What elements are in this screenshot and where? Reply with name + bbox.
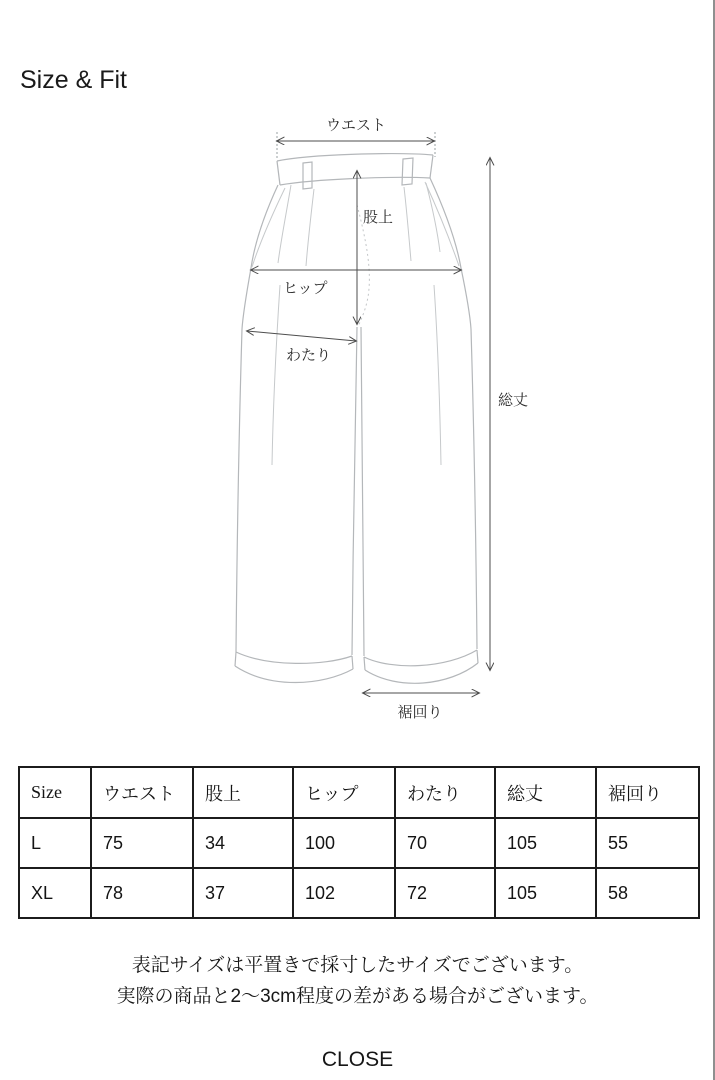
cell-total-length: 105 xyxy=(495,818,596,868)
disclaimer-line-1: 表記サイズは平置きで採寸したサイズでございます。 xyxy=(131,955,584,976)
table-row-size-l xyxy=(19,818,699,868)
cell-rise: 34 xyxy=(193,818,293,868)
hem-width-label: 裾回り xyxy=(397,705,443,721)
thigh-label: わたり xyxy=(286,348,332,364)
size-table-header-row xyxy=(19,767,699,818)
waist-label: ウエスト xyxy=(325,118,387,134)
table-row-size-xl xyxy=(19,868,699,918)
header-cell-hip: ヒップ xyxy=(293,767,395,818)
disclaimer-line-2: 実際の商品と2〜3cm程度の差がある場合がございます。 xyxy=(116,986,599,1007)
size-disclaimer xyxy=(0,950,715,1012)
cell-total-length: 105 xyxy=(495,868,596,918)
total-length-label: 総丈 xyxy=(498,393,529,409)
header-cell-rise: 股上 xyxy=(193,767,293,818)
header-cell-waist: ウエスト xyxy=(91,767,193,818)
cell-size: L xyxy=(19,818,91,868)
header-cell-thigh: わたり xyxy=(395,767,495,818)
cell-waist: 78 xyxy=(91,868,193,918)
rise-label: 股上 xyxy=(363,210,394,226)
size-table xyxy=(18,766,700,919)
close-button[interactable]: CLOSE xyxy=(0,1047,715,1073)
cell-hem-width: 58 xyxy=(596,868,699,918)
cell-hip: 100 xyxy=(293,818,395,868)
page-title: Size & Fit xyxy=(20,66,127,94)
hip-label: ヒップ xyxy=(283,281,328,297)
header-cell-size: Size xyxy=(19,767,91,818)
cell-rise: 37 xyxy=(193,868,293,918)
cell-waist: 75 xyxy=(91,818,193,868)
waist-extension-lines xyxy=(277,132,435,160)
header-cell-hem-width: 裾回り xyxy=(596,767,699,818)
thigh-arrow xyxy=(247,331,356,341)
cell-thigh: 70 xyxy=(395,818,495,868)
cell-thigh: 72 xyxy=(395,868,495,918)
header-cell-total-length: 総丈 xyxy=(495,767,596,818)
cell-size: XL xyxy=(19,868,91,918)
cell-hem-width: 55 xyxy=(596,818,699,868)
cell-hip: 102 xyxy=(293,868,395,918)
